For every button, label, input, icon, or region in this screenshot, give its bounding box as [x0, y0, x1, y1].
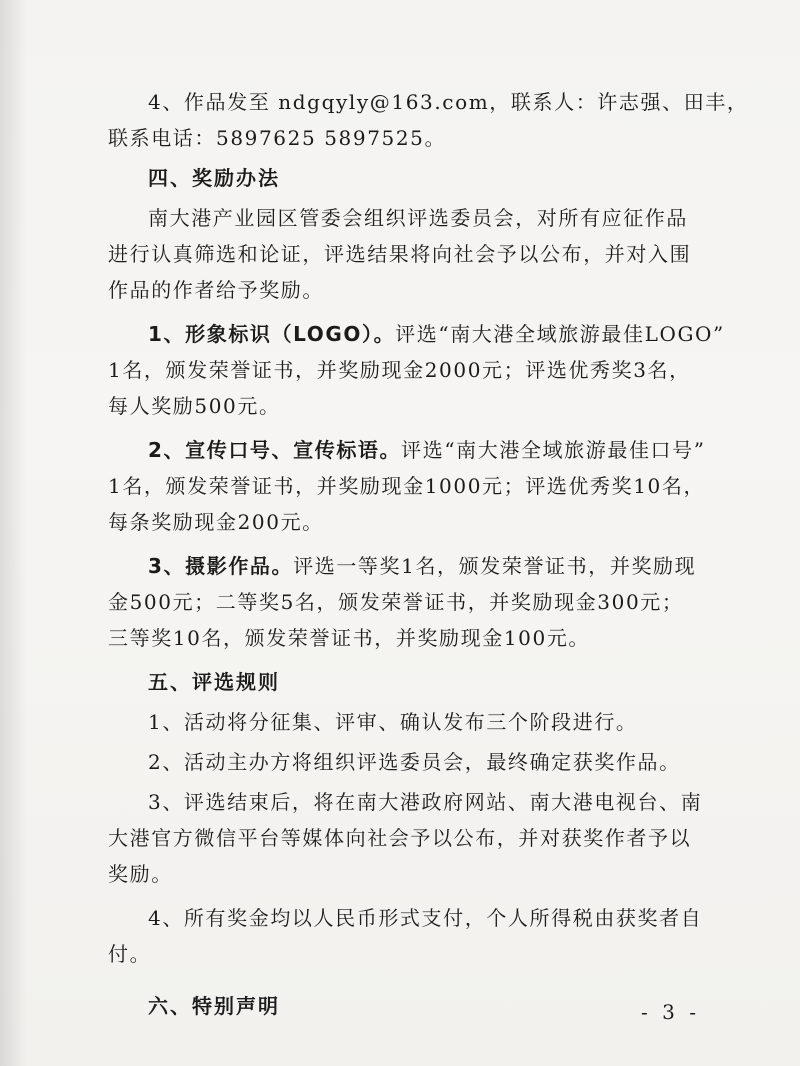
rule-3-line-3: 奖励。 [108, 862, 173, 886]
rule-2: 2、活动主办方将组织评选委员会，最终确定获奖作品。 [148, 750, 681, 774]
logo-award-line-2: 1名，颁发荣誉证书，并奖励现金2000元；评选优秀奖3名， [108, 358, 691, 382]
rule-3-line-1: 3、评选结束后，将在南大港政府网站、南大港电视台、南 [148, 790, 703, 814]
slogan-award-line-1 [108, 432, 708, 468]
submission-line-2: 联系电话：5897625 5897525。 [108, 126, 447, 150]
section-4-heading: 四、奖励办法 [148, 166, 280, 190]
award-intro-line-1: 南大港产业园区管委会组织评选委员会，对所有应征作品 [148, 206, 688, 230]
rule-4-line-2: 付。 [108, 942, 152, 966]
award-intro-line-2: 进行认真筛选和论证，评选结果将向社会予以公布，并对入围 [108, 242, 692, 266]
logo-award-text: 评选“南大港全域旅游最佳LOGO” [395, 322, 725, 346]
slogan-award-line-3: 每条奖励现金200元。 [108, 510, 324, 534]
page-number: - 3 - [641, 1000, 700, 1024]
rule-3-line-2: 大港官方微信平台等媒体向社会予以公布，并对获奖作者予以 [108, 826, 692, 850]
document-body [108, 84, 749, 1024]
section-6-heading: 六、特别声明 [148, 994, 280, 1018]
section-5-heading: 五、评选规则 [148, 670, 280, 694]
rule-1: 1、活动将分征集、评审、确认发布三个阶段进行。 [148, 710, 638, 734]
slogan-award-line-2: 1名，颁发荣誉证书，并奖励现金1000元；评选优秀奖10名， [108, 474, 706, 498]
award-intro-line-3: 作品的作者给予奖励。 [108, 278, 324, 302]
logo-award-line-1 [108, 316, 725, 352]
logo-award-line-3: 每人奖励500元。 [108, 394, 281, 418]
rule-4-line-1: 4、所有奖金均以人民币形式支付，个人所得税由获奖者自 [148, 906, 703, 930]
photo-award-line-3: 三等奖10名，颁发荣誉证书，并奖励现金100元。 [108, 626, 591, 650]
slogan-award-text: 评选“南大港全域旅游最佳口号” [401, 438, 706, 462]
slogan-award-title: 2、宣传口号、宣传标语。 [148, 438, 402, 462]
page-shadow [0, 0, 28, 1066]
photo-award-line-1 [108, 548, 708, 584]
photo-award-line-2: 金500元；二等奖5名，颁发荣誉证书，并奖励现金300元； [108, 590, 684, 614]
submission-line-1: 4、作品发至 ndgqyly@163.com，联系人：许志强、田丰， [148, 90, 749, 114]
photo-award-title: 3、摄影作品。 [148, 554, 294, 578]
logo-award-title: 1、形象标识（LOGO）。 [148, 322, 396, 346]
photo-award-text: 评选一等奖1名，颁发荣誉证书，并奖励现 [293, 554, 697, 578]
